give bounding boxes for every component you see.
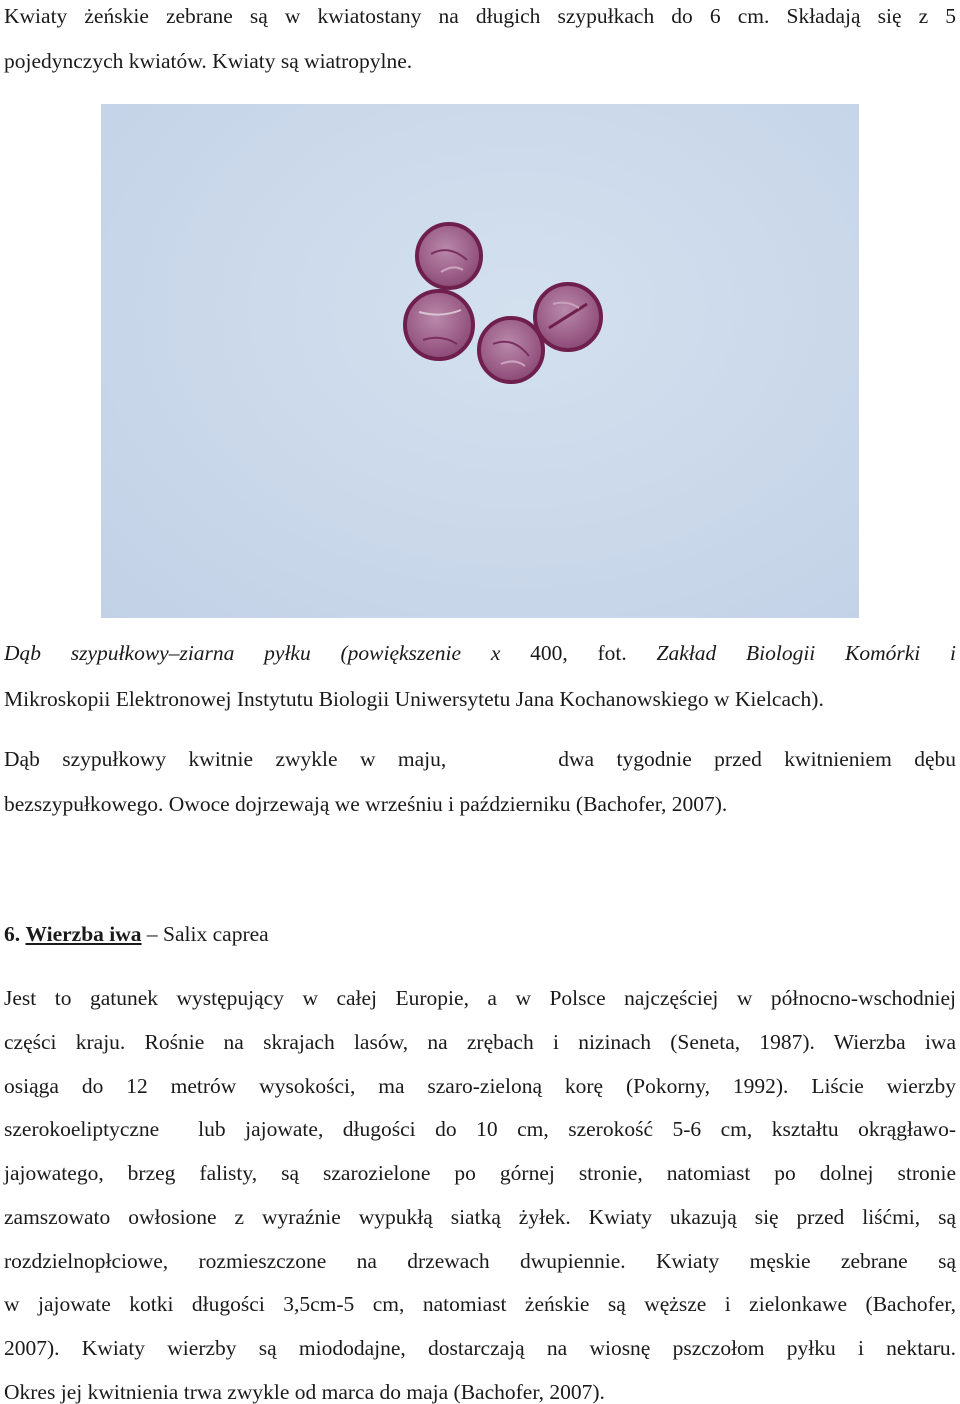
pollen-micrograph — [101, 104, 859, 618]
text-line: Okres jej kwitnienia trwa zwykle od marca do maja (Bachofer, 2007). — [4, 1379, 605, 1404]
pollen-grain — [479, 318, 543, 382]
oak-paragraph — [4, 748, 956, 815]
section-dash: – — [141, 922, 164, 946]
willow-paragraph — [4, 987, 956, 1403]
caption-text: Dąb szypułkowy–ziarna pyłku (powiększenie x — [4, 641, 501, 665]
text-line: w jajowate kotki długości 3,5cm-5 cm, natomiast żeńskie są węższe i zielonkawe (Bachofer, — [4, 1292, 956, 1317]
caption-text: Zakład Biologii Komórki i — [626, 641, 956, 665]
photo-caption — [4, 642, 956, 710]
text-line: osiąga do 12 metrów wysokości, ma szaro-zieloną korę (Pokorny, 1992). Liście wierzby — [4, 1073, 956, 1098]
caption-text: Mikroskopii Elektronowej Instytutu Biologii Uniwersytetu Jana Kochanowskiego w Kielcach). — [4, 687, 824, 711]
pollen-grain — [405, 291, 473, 359]
text-line: części kraju. Rośnie na skrajach lasów, na zrębach i nizinach (Seneta, 1987). Wierzba iwa — [4, 1029, 956, 1054]
text-line: 2007). Kwiaty wierzby są miododajne, dostarczają na wiosnę pszczołom pyłku i nektaru. — [4, 1336, 956, 1360]
text-line: Dąb szypułkowy kwitnie zwykle w maju, dwa tygodnie przed kwitnieniem dębu — [4, 747, 956, 771]
pollen-grains-illustration — [101, 104, 859, 618]
text-line: szerokoeliptyczne lub jajowate, długości do 10 cm, szerokość 5-6 cm, kształtu okrągławo- — [4, 1117, 956, 1142]
text-line: zamszowato owłosione z wyraźnie wypukłą siatką żyłek. Kwiaty ukazują się przed liśćmi, są — [4, 1204, 956, 1229]
section-number: 6. — [4, 922, 21, 946]
caption-text: 400, fot. — [500, 641, 627, 665]
text-line: rozdzielnopłciowe, rozmieszczone na drzewach dwupiennie. Kwiaty męskie zebrane są — [4, 1248, 956, 1273]
intro-paragraph — [4, 5, 956, 72]
pollen-grain — [535, 284, 601, 350]
text-line: pojedynczych kwiatów. Kwiaty są wiatropylne. — [4, 49, 413, 73]
section-title: Wierzba iwa — [25, 922, 142, 946]
pollen-grain — [417, 224, 481, 288]
text-line: bezszypułkowego. Owoce dojrzewają we wrześniu i październiku (Bachofer, 2007). — [4, 792, 728, 816]
section-latin-name: Salix caprea — [163, 922, 269, 946]
text-line: jajowatego, brzeg falisty, są szarozielone po górnej stronie, natomiast po dolnej stronie — [4, 1161, 956, 1185]
text-line: Kwiaty żeńskie zebrane są w kwiatostany na długich szypułkach do 6 cm. Składają się z 5 — [4, 4, 956, 28]
section-heading — [4, 923, 269, 945]
text-line: Jest to gatunek występujący w całej Europie, a w Polsce najczęściej w północno-wschodniej — [4, 986, 956, 1010]
